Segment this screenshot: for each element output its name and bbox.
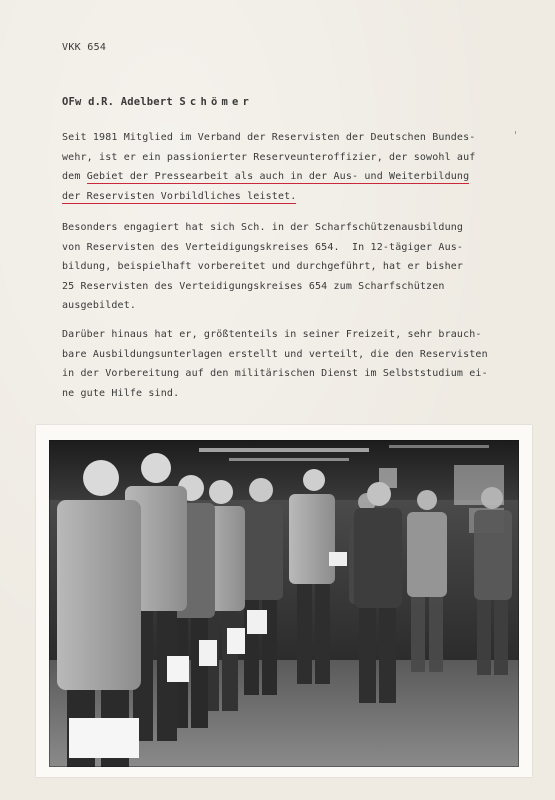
text-segment: bildung, beispielhaft vorbereitet und durchgeführt, hat er bisher — [62, 261, 464, 272]
heading-rank-name: OFw d.R. Adelbert — [62, 96, 173, 108]
underlined-text: der Reservisten Vorbildliches leistet. — [62, 190, 297, 202]
paragraph-line — [62, 257, 492, 277]
paragraph-training-materials — [62, 325, 492, 403]
paragraph-line — [62, 187, 492, 207]
person-heading — [62, 96, 253, 108]
text-segment: Besonders engagiert hat sich Sch. in der Scharfschützenausbildung — [62, 222, 464, 233]
pencil-mark — [515, 131, 516, 134]
paragraph-line — [62, 384, 492, 404]
paragraph-membership — [62, 128, 492, 206]
paragraph-line — [62, 238, 492, 258]
text-segment: Seit 1981 Mitglied im Verband der Reservisten der Deutschen Bundes- — [62, 132, 476, 143]
paragraph-line — [62, 128, 492, 148]
paragraph-line — [62, 296, 492, 316]
text-segment: 25 Reservisten des Verteidigungskreises 654 zum Scharfschützen — [62, 280, 445, 292]
paragraph-line — [62, 364, 492, 384]
group-photograph — [49, 440, 519, 767]
text-segment: Darüber hinaus hat er, größtenteils in seiner Freizeit, sehr brauch- — [62, 329, 482, 340]
paragraph-sniper-training — [62, 218, 492, 316]
paragraph-line — [62, 277, 492, 297]
text-segment: in der Vorbereitung auf den militärischen Dienst im Selbststudium ei- — [62, 368, 488, 379]
paragraph-line — [62, 148, 492, 168]
heading-surname: Schömer — [179, 96, 254, 108]
text-segment: von Reservisten des Verteidigungskreises 654. In 12-tägiger Aus- — [62, 241, 464, 253]
text-segment: bare Ausbildungsunterlagen erstellt und verteilt, die den Reservisten — [62, 348, 488, 360]
paragraph-line — [62, 218, 492, 238]
photograph-image — [49, 440, 519, 767]
document-id: VKK 654 — [62, 42, 107, 53]
text-segment: wehr, ist er ein passionierter Reserveunteroffizier, der sowohl auf — [62, 151, 476, 163]
text-segment: dem — [62, 171, 87, 182]
paragraph-line — [62, 325, 492, 345]
underlined-text: Gebiet der Pressearbeit als auch in der Aus- und Weiterbildung — [86, 171, 470, 182]
text-segment: ne gute Hilfe sind. — [62, 387, 180, 399]
paragraph-line — [62, 345, 492, 365]
text-segment: ausgebildet. — [62, 300, 137, 311]
paragraph-line — [62, 167, 492, 187]
